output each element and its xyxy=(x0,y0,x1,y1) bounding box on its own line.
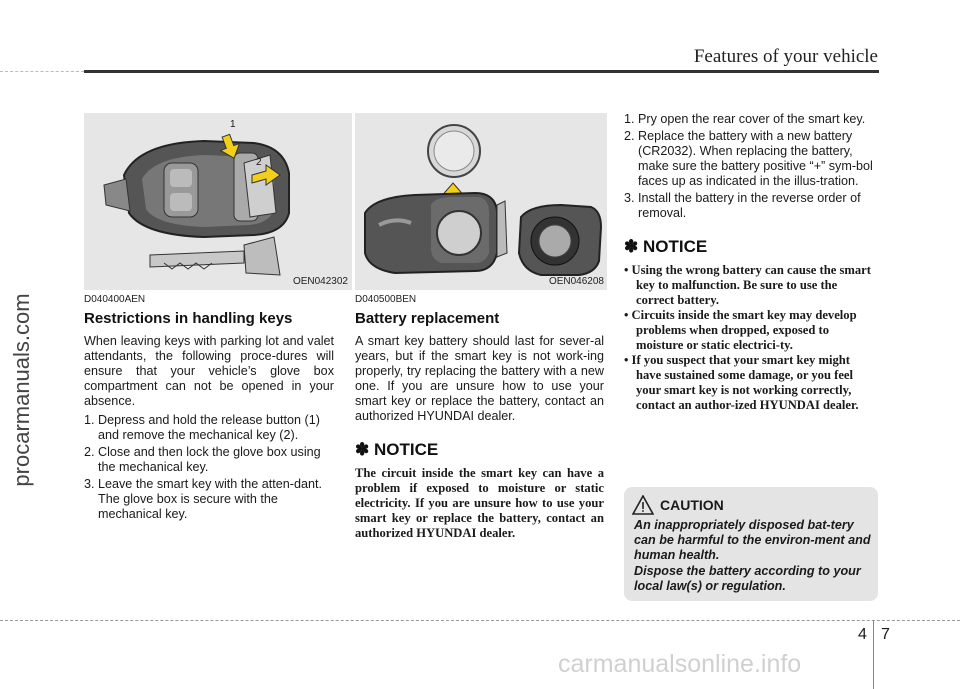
section-heading: Restrictions in handling keys xyxy=(84,310,293,327)
notice-heading: ✽ NOTICE xyxy=(355,440,439,459)
notice-heading: ✽ NOTICE xyxy=(624,237,708,256)
middle-column xyxy=(355,294,604,541)
list-item: 2. Close and then lock the glove box using the mechanical key. xyxy=(84,445,321,474)
header-rule xyxy=(84,70,879,73)
left-column xyxy=(84,294,334,524)
caution-text-2: Dispose the battery according to your local law(s) or regulation. xyxy=(634,564,861,593)
caution-title: CAUTION xyxy=(660,497,724,513)
list-item: 2. Replace the battery with a new battery (CR2032). When replacing the battery, make sure the battery positive “+” sym-bol faces up as indicated in the illus-tration. xyxy=(624,129,873,188)
paragraph: When leaving keys with parking lot and valet attendants, the following proce-dures will ensure that your vehicle’s glove box compartment can not be opened in your absence. xyxy=(84,334,334,408)
smart-key-illustration xyxy=(84,113,352,290)
list-item: • Circuits inside the smart key may develop problems when dropped, exposed to moisture or static electrici-ty. xyxy=(624,308,857,352)
paragraph: A smart key battery should last for sever-al years, but if the smart key is not work-ing properly, try replacing the battery with a new one. If you are unsure how to use your smart key or replace the battery, contact an authorized HYUNDAI dealer. xyxy=(355,334,604,423)
footer-watermark: carmanualsonline.info xyxy=(558,650,802,678)
notice-text: The circuit inside the smart key can have a problem if exposed to moisture or static electricity. If you are unsure how to use your smart key or replace the battery, contact an authorized HYUNDAI dealer. xyxy=(355,466,604,540)
list-item: • Using the wrong battery can cause the smart key to malfunction. Be sure to use the correct battery. xyxy=(624,263,871,307)
battery-illustration xyxy=(355,113,607,290)
section-heading: Battery replacement xyxy=(355,310,500,327)
figure-smart-key-release xyxy=(84,113,352,290)
warning-icon xyxy=(632,495,654,520)
caution-text-1: An inappropriately disposed bat-tery can be harmful to the environ-ment and human health. xyxy=(634,518,871,562)
caution-box xyxy=(624,487,878,601)
header-dashed-rule xyxy=(0,71,84,72)
list-item: 3. Leave the smart key with the atten-dant. The glove box is secure with the mechanical key. xyxy=(84,477,323,521)
list-item: • If you suspect that your smart key might have sustained some damage, or you feel your smart key is not working correctly, contact an author-ized HYUNDAI dealer. xyxy=(624,353,859,412)
list-item: 3. Install the battery in the reverse order of removal. xyxy=(624,191,861,220)
notice-bullets xyxy=(624,263,878,413)
figure-battery-replacement xyxy=(355,113,607,290)
right-column xyxy=(624,112,878,413)
figure-code: OEN046208 xyxy=(548,276,604,287)
list-item: 1. Pry open the rear cover of the smart key. xyxy=(624,112,866,126)
figure-code: OEN042302 xyxy=(292,276,348,287)
footer-dashed-rule xyxy=(0,620,960,621)
page-divider xyxy=(873,620,874,689)
steps-list xyxy=(84,413,334,522)
steps-list xyxy=(624,112,878,221)
section-title: Features of your vehicle xyxy=(693,46,878,67)
side-watermark-text: procarmanuals.com xyxy=(9,293,34,487)
page-number: 7 xyxy=(881,626,890,643)
page-chapter: 4 xyxy=(858,626,867,643)
side-watermark xyxy=(4,240,40,540)
figure-label-1: 1 xyxy=(230,119,236,130)
list-item: 1. Depress and hold the release button (1) and remove the mechanical key (2). xyxy=(84,413,320,442)
section-code: D040400AEN xyxy=(84,294,146,305)
section-code: D040500BEN xyxy=(355,294,417,305)
figure-label-2: 2 xyxy=(256,157,262,168)
